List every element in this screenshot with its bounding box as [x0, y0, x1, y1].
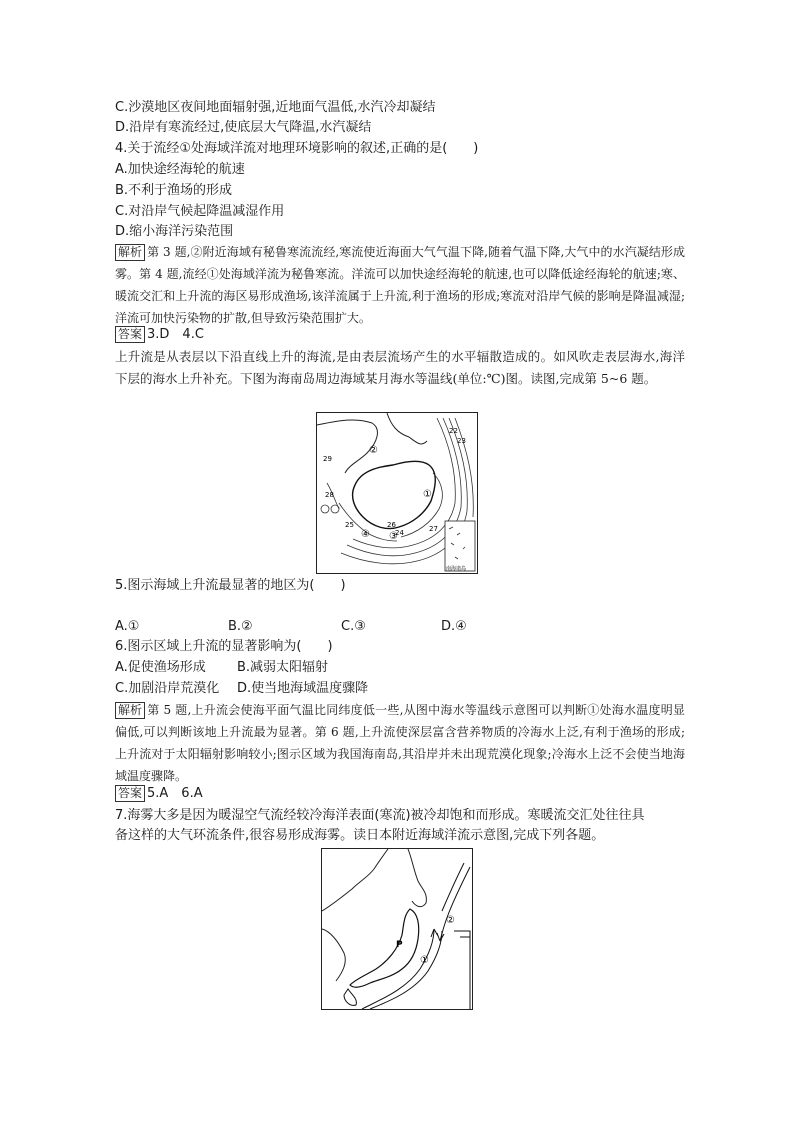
q5-option-c: C.③ — [341, 619, 366, 634]
analysis-5-6 — [115, 699, 685, 787]
isotherm-value: 22 — [449, 427, 458, 435]
answer-tag: 答案 — [115, 326, 145, 343]
isotherm-circle — [321, 505, 329, 513]
isotherm-value: 28 — [325, 491, 334, 499]
answer-3-4 — [115, 325, 204, 345]
marker-1: ① — [423, 489, 432, 500]
mainland-coast — [322, 849, 388, 911]
marker-4: ④ — [361, 529, 370, 540]
q4-option-c: C.对沿岸气候起降温减湿作用 — [115, 204, 285, 219]
marker-p: P — [396, 940, 403, 950]
isotherm-value: 24 — [395, 529, 404, 537]
kyushu — [344, 989, 356, 1005]
q7-intro-line1: 7.海雾大多是因为暖湿空气流经较冷海洋表面(寒流)被冷却饱和而形成。寒暖流交汇处往往具 — [115, 808, 645, 823]
q4-stem: 4.关于流经①处海域洋流对地理环境影响的叙述,正确的是( ) — [115, 141, 479, 156]
japan-currents-map — [321, 848, 473, 1010]
q6-stem: 6.图示区域上升流的显著影响为( ) — [115, 639, 333, 654]
analysis-text: 第 5 题,上升流会使海平面气温比同纬度低一些,从图中海水等温线示意图可以判断①处海水温度明显偏低,可以判断该地上升流最为显著。第 6 题,上升流使深层富含营养物质的冷海水上泛,有利于渔场的形成;上升流对于太阳辐射影响较小;图示区域为我国海南岛,其沿岸并未出现荒漠化现象;冷海水上泛不会使当地海域温度骤降。 — [115, 703, 685, 783]
answer-5-6 — [115, 784, 203, 804]
intro-5-6: 上升流是从表层以下沿直线上升的海流,是由表层流场产生的水平辐散造成的。如风吹走表层海水,海洋下层的海水上升补充。下图为海南岛周边海域某月海水等温线(单位:℃)图。读图,完成第 5~6 题。 — [115, 349, 685, 386]
hainan-map-svg — [317, 413, 477, 573]
arrow-head — [431, 929, 438, 937]
q4-option-d: D.缩小海洋污染范围 — [115, 224, 234, 239]
answer-text: 5.A 6.A — [147, 786, 203, 801]
q6-option-c: C.加剧沿岸荒漠化 — [115, 681, 220, 696]
q6-options-cd — [115, 679, 368, 699]
q5-options — [115, 617, 543, 637]
marker-1: ① — [420, 955, 429, 966]
inset-caption: 南海诸岛 — [446, 566, 467, 572]
analysis-tag: 解析 — [115, 244, 145, 261]
answer-text: 3.D 4.C — [147, 327, 204, 342]
isotherm-value: 25 — [345, 521, 354, 529]
isotherm-value: 29 — [323, 455, 332, 463]
q6-options-ab — [115, 658, 328, 678]
arrow-head — [437, 933, 444, 941]
marker-3: ③ — [389, 531, 398, 542]
korea-coast — [322, 929, 345, 981]
analysis-3-4 — [115, 241, 685, 329]
q5-option-b: B.② — [228, 619, 253, 634]
japan-map-svg — [322, 849, 472, 1009]
hainan-isotherm-map — [316, 412, 478, 574]
hokkaido — [408, 849, 426, 907]
q6-option-d: D.使当地海域温度骤降 — [237, 681, 369, 696]
honshu — [350, 909, 419, 987]
isotherm-value: 23 — [457, 437, 466, 445]
map-frame-detail — [454, 931, 470, 1009]
q5-option-a: A.① — [115, 619, 140, 634]
analysis-text: 第 3 题,②附近海域有秘鲁寒流流经,寒流使近海面大气气温下降,随着气温下降,大气中的水汽凝结形成雾。第 4 题,流经①处海域洋流为秘鲁寒流。洋流可以加快途经海轮的航速,也可以降低途经海轮的航速;寒、暖流交汇和上升流的海区易形成渔场,该洋流属于上升流,利于渔场的形成;寒流对沿岸气候的影响是降温减湿;洋流可加快污染物的扩散,但导致污染范围扩大。 — [115, 245, 685, 325]
isotherm-value: 27 — [429, 525, 438, 533]
analysis-tag: 解析 — [115, 702, 145, 719]
isotherm-value: 26 — [387, 521, 396, 529]
q6-option-a: A.促使渔场形成 — [115, 660, 206, 675]
q3-option-d: D.沿岸有寒流经过,使底层大气降温,水汽凝结 — [115, 120, 372, 135]
isotherm-circle — [331, 505, 339, 513]
q4-option-a: A.加快途经海轮的航速 — [115, 162, 245, 177]
q4-option-b: B.不利于渔场的形成 — [115, 183, 233, 198]
q3-option-c: C.沙漠地区夜间地面辐射强,近地面气温低,水汽冷却凝结 — [115, 100, 436, 115]
answer-tag: 答案 — [115, 785, 145, 802]
marker-2: ② — [446, 915, 455, 926]
marker-2: ② — [369, 445, 378, 456]
leizhou-coast — [387, 413, 427, 444]
q5-stem: 5.图示海域上升流最显著的地区为( ) — [115, 578, 346, 593]
q7-intro-line2: 备这样的大气环流条件,很容易形成海雾。读日本附近海域洋流示意图,完成下列各题。 — [115, 828, 605, 843]
q6-option-b: B.减弱太阳辐射 — [237, 660, 329, 675]
q5-option-d: D.④ — [441, 619, 467, 634]
